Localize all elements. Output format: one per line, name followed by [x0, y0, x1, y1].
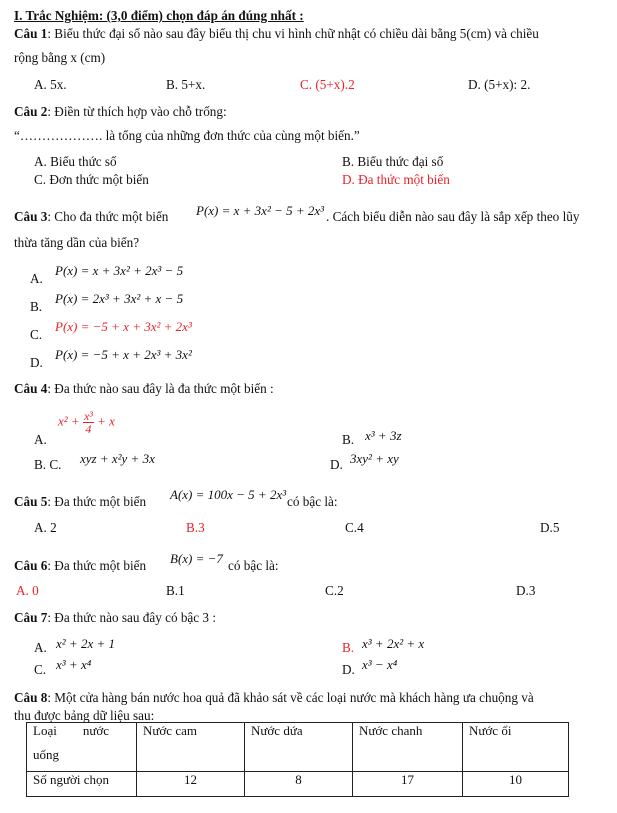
q4-option-a-term: x² +: [58, 413, 80, 429]
q3-option-b[interactable]: P(x) = 2x³ + 3x² + x − 5: [55, 291, 184, 306]
q4-letter-a[interactable]: A.: [34, 432, 47, 447]
q4-option-a-tail: + x: [97, 413, 115, 429]
q4-letter-c[interactable]: B. C.: [34, 457, 62, 472]
q3-option-c[interactable]: P(x) = −5 + x + 3x² + 2x³: [55, 319, 192, 334]
q2-option-b[interactable]: B. Biểu thức đại số: [342, 154, 444, 169]
question-label: Câu 2: [14, 104, 48, 119]
table-cell: 10: [463, 772, 569, 797]
q4-option-a[interactable]: [58, 410, 115, 435]
q7-letter-b[interactable]: B.: [342, 640, 355, 655]
q2-option-c[interactable]: C. Đơn thức một biến: [34, 172, 149, 187]
q1-option-b[interactable]: B. 5+x.: [166, 77, 206, 92]
q7-option-d[interactable]: x³ − x⁴: [362, 657, 398, 672]
q5-option-a[interactable]: A. 2: [34, 520, 57, 535]
q4-letter-d[interactable]: D.: [330, 457, 343, 472]
question-label: Câu 6: [14, 558, 48, 573]
table-row-label: Số người chọn: [27, 772, 137, 797]
table-header-cell: Nước chanh: [353, 723, 463, 772]
q5-option-d[interactable]: D.5: [540, 520, 560, 535]
question-label: Câu 3: [14, 209, 48, 224]
q6-option-a[interactable]: A. 0: [16, 583, 39, 598]
survey-table: [26, 722, 569, 797]
question-label: Câu 5: [14, 494, 48, 509]
question-8: [14, 690, 534, 706]
q5-option-c[interactable]: C.4: [345, 520, 364, 535]
q6-option-c[interactable]: C.2: [325, 583, 344, 598]
question-text: : Đa thức một biến: [47, 494, 147, 509]
q1-option-c[interactable]: C. (5+x).2: [300, 77, 355, 92]
q7-letter-a[interactable]: A.: [34, 640, 47, 655]
question-2: [14, 104, 227, 120]
table-header-cell: [27, 723, 137, 772]
question-text: : Đa thức nào sau đây là đa thức một biến :: [47, 381, 274, 396]
table-header-row: [27, 723, 569, 772]
q1-option-a[interactable]: A. 5x.: [34, 77, 67, 92]
question-5: [14, 494, 146, 510]
header-text: Loại nước: [33, 723, 110, 738]
q4-option-d[interactable]: 3xy² + xy: [350, 451, 399, 466]
q3-text-line2: thừa tăng dần của biến?: [14, 235, 140, 250]
q6-text-after: có bậc là:: [228, 558, 279, 573]
fraction: [83, 410, 94, 435]
table-row: [27, 772, 569, 797]
q3-letter-d[interactable]: D.: [30, 355, 43, 370]
q5-polynomial: A(x) = 100x − 5 + 2x³: [170, 487, 287, 502]
q4-option-c[interactable]: xyz + x²y + 3x: [80, 451, 155, 466]
q5-option-b[interactable]: B.3: [186, 520, 205, 535]
q6-option-d[interactable]: D.3: [516, 583, 536, 598]
q5-text-after: có bậc là:: [287, 494, 338, 509]
q1-option-d[interactable]: D. (5+x): 2.: [468, 77, 531, 92]
q3-letter-b[interactable]: B.: [30, 299, 43, 314]
question-text: : Điền từ thích hợp vào chỗ trống:: [47, 104, 227, 119]
q3-option-a[interactable]: P(x) = x + 3x² + 2x³ − 5: [55, 263, 184, 278]
q3-letter-a[interactable]: A.: [30, 271, 43, 286]
q7-option-c[interactable]: x³ + x⁴: [56, 657, 92, 672]
question-label: Câu 4: [14, 381, 48, 396]
question-text: : Cho đa thức một biến: [47, 209, 169, 224]
question-text: : Đa thức một biến: [47, 558, 147, 573]
table-cell: 8: [245, 772, 353, 797]
table-header-cell: Nước cam: [137, 723, 245, 772]
question-text: : Biểu thức đại số nào sau đây biểu thị chu vi hình chữ nhật có chiều dài bằng 5(cm) và chiều: [47, 26, 539, 41]
q4-option-b[interactable]: x³ + 3z: [365, 428, 402, 443]
q7-option-a[interactable]: x² + 2x + 1: [56, 636, 115, 651]
q6-polynomial: B(x) = −7: [170, 551, 223, 566]
fraction-denominator: 4: [85, 422, 92, 436]
q3-option-d[interactable]: P(x) = −5 + x + 2x³ + 3x²: [55, 347, 192, 362]
q7-letter-d[interactable]: D.: [342, 662, 355, 677]
question-label: Câu 8: [14, 690, 48, 705]
table-header-cell: Nước dứa: [245, 723, 353, 772]
question-8-line2: thu được bảng dữ liệu sau:: [14, 708, 155, 723]
question-1-line2: rộng bằng x (cm): [14, 50, 106, 65]
question-1: [14, 26, 539, 42]
q7-option-b[interactable]: x³ + 2x² + x: [362, 636, 425, 651]
q2-option-a[interactable]: A. Biểu thức số: [34, 154, 117, 169]
question-3: [14, 209, 168, 225]
q3-letter-c[interactable]: C.: [30, 327, 43, 342]
q4-letter-b[interactable]: B.: [342, 432, 355, 447]
fraction-numerator: x³: [83, 409, 93, 423]
header-text: uống: [33, 747, 59, 762]
q6-option-b[interactable]: B.1: [166, 583, 185, 598]
table-cell: 17: [353, 772, 463, 797]
question-label: Câu 1: [14, 26, 48, 41]
q3-text-after: . Cách biểu diễn nào sau đây là sắp xếp theo lũy: [326, 209, 580, 224]
question-6: [14, 558, 146, 574]
question-4: [14, 381, 274, 397]
table-cell: 12: [137, 772, 245, 797]
q2-blank-text: “………………. là tổng của những đơn thức của cùng một biến.”: [14, 128, 360, 143]
q7-letter-c[interactable]: C.: [34, 662, 47, 677]
q2-option-d[interactable]: D. Đa thức một biến: [342, 172, 450, 187]
question-7: [14, 610, 216, 626]
question-text: : Một cửa hàng bán nước hoa quả đã khảo sát về các loại nước mà khách hàng ưa chuộng và: [47, 690, 534, 705]
q3-polynomial: P(x) = x + 3x² − 5 + 2x³: [196, 203, 325, 218]
question-label: Câu 7: [14, 610, 48, 625]
section-title: I. Trắc Nghiệm: (3,0 điểm) chọn đáp án đúng nhất :: [14, 8, 304, 23]
table-header-cell: Nước ổi: [463, 723, 569, 772]
question-text: : Đa thức nào sau đây có bậc 3 :: [47, 610, 216, 625]
